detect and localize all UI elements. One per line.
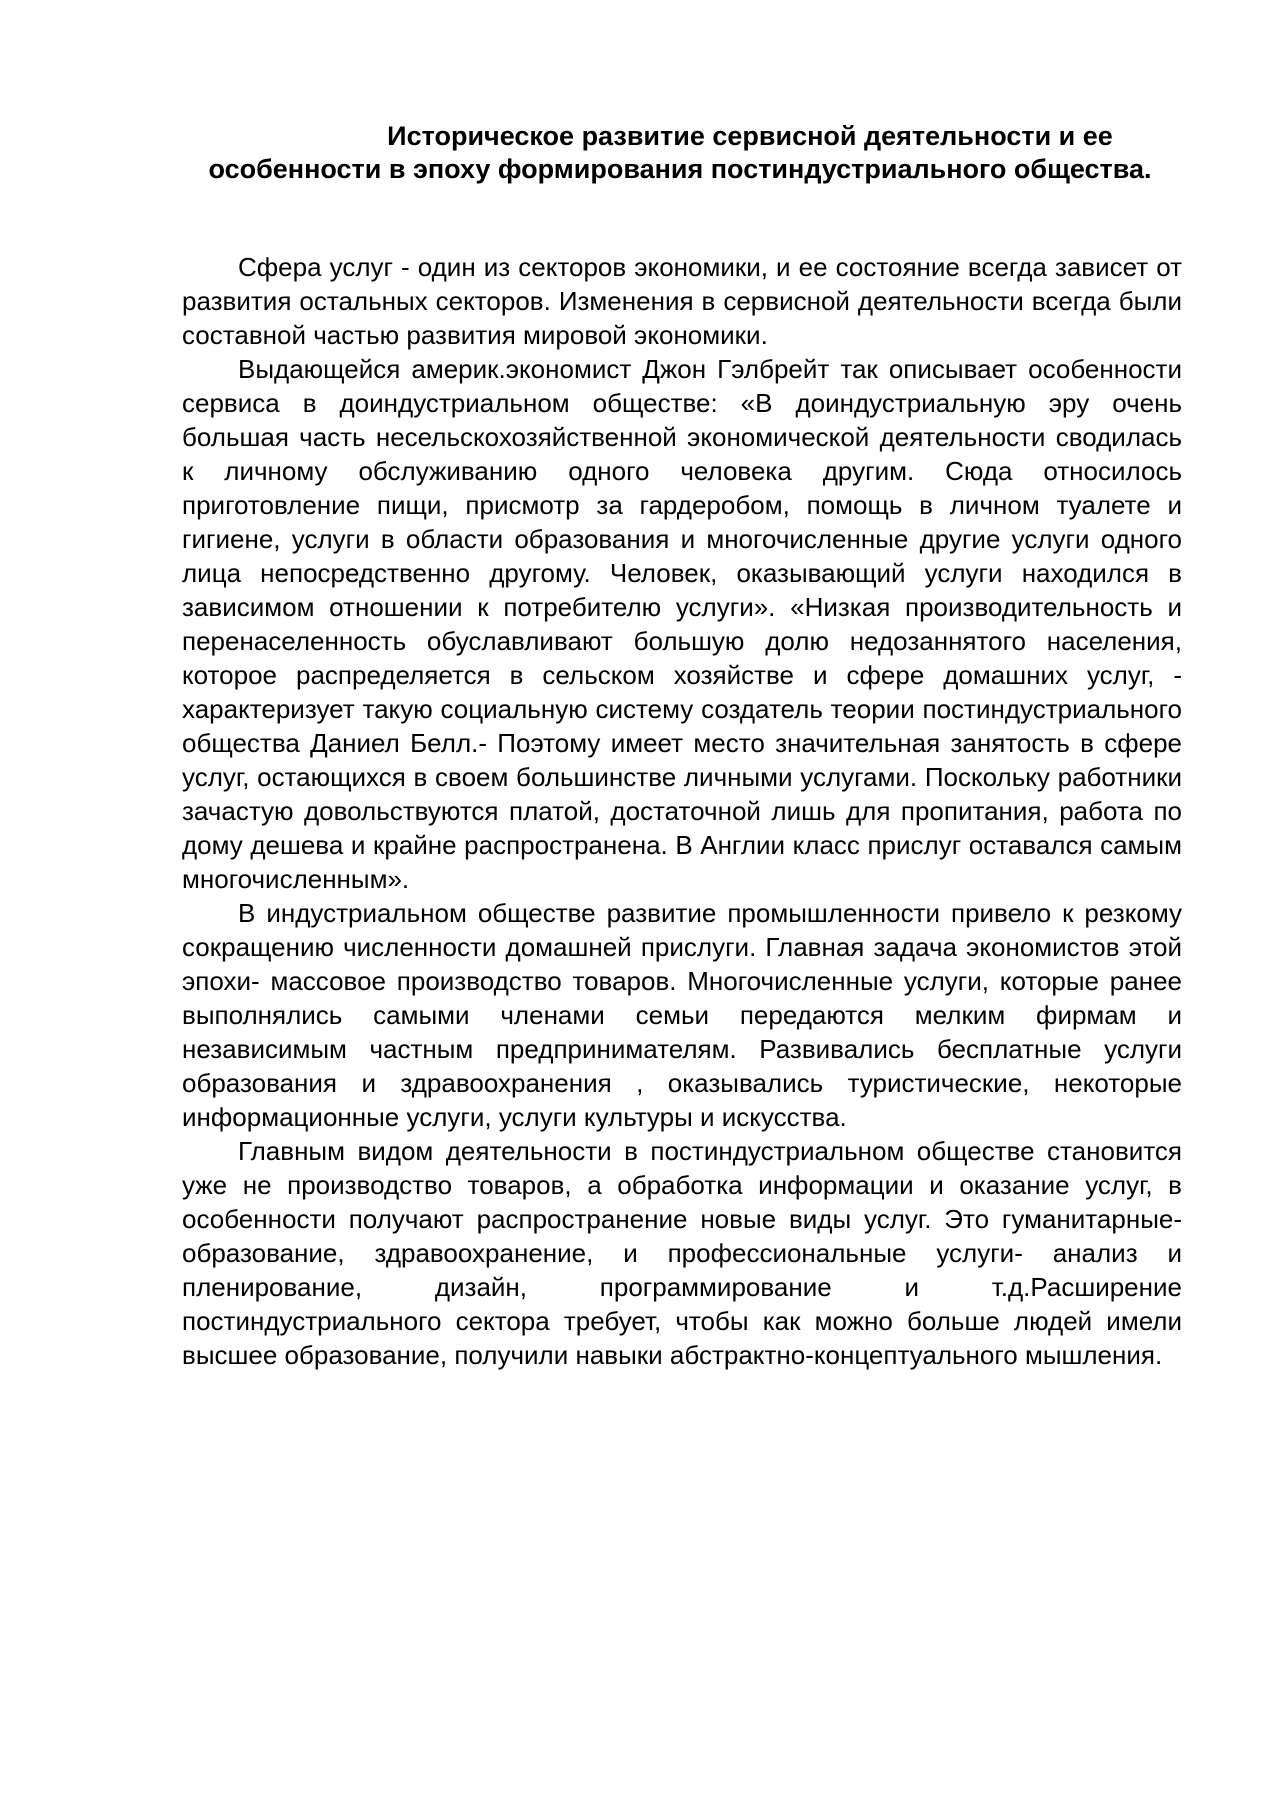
paragraph-1: Сфера услуг - один из секторов экономики, и ее состояние всегда зависет от развития остальных секторов. Изменения в сервисной деятельности всегда были составной частью развития мировой экономики. [182,252,1182,350]
document-body [182,250,1182,1372]
paragraph-4: Главным видом деятельности в постиндустриальном обществе становится уже не производство товаров, а обработка информации и оказание услуг, в особенности получают распространение новые виды услуг. Это гуманитарные- образование, здравоохранение, и профессиональные услуги- анализ и пленирование, дизайн, программирование и т.д.Расширение постиндустриального сектора требует, чтобы как можно больше людей имели высшее образование, получили навыки абстрактно-концептуального мышления. [182,1136,1182,1370]
document-title: Историческое развитие сервисной деятельности и ее особенности в эпоху формирования постиндустриального общества. [208,121,1152,184]
paragraph-3: В индустриальном обществе развитие промышленности привело к резкому сокращению численности домашней прислуги. Главная задача экономистов этой эпохи- массовое производство товаров. Многочисленные услуги, которые ранее выполнялись самыми членами семьи передаются мелким фирмам и независимым частным предпринимателям. Развивались бесплатные услуги образования и здравоохранения , оказывались туристические, некоторые информационные услуги, услуги культуры и искусства. [182,898,1182,1132]
paragraph-2: Выдающейся америк.экономист Джон Гэлбрейт так описывает особенности сервиса в доиндустриальном обществе: «В доиндустриальную эру очень большая часть несельскохозяйственной экономической деятельности сводилась к личному обслуживанию одного человека другим. Сюда относилось приготовление пищи, присмотр за гардеробом, помощь в личном туалете и гигиене, услуги в области образования и многочисленные другие услуги одного лица непосредственно другому. Человек, оказывающий услуги находился в зависимом отношении к потребителю услуги». «Низкая производительность и перенаселенность обуславливают большую долю недозаннятого населения, которое распределяется в сельском хозяйстве и сфере домашних услуг, - характеризует такую социальную систему создатель теории постиндустриального общества Даниел Белл.- Поэтому имеет место значительная занятость в сфере услуг, остающихся в своем большинстве личными услугами. Поскольку работники зачастую довольствуются платой, достаточной лишь для пропитания, работа по дому дешева и крайне распространена. В Англии класс прислуг оставался самым многочисленным». [182,354,1182,894]
